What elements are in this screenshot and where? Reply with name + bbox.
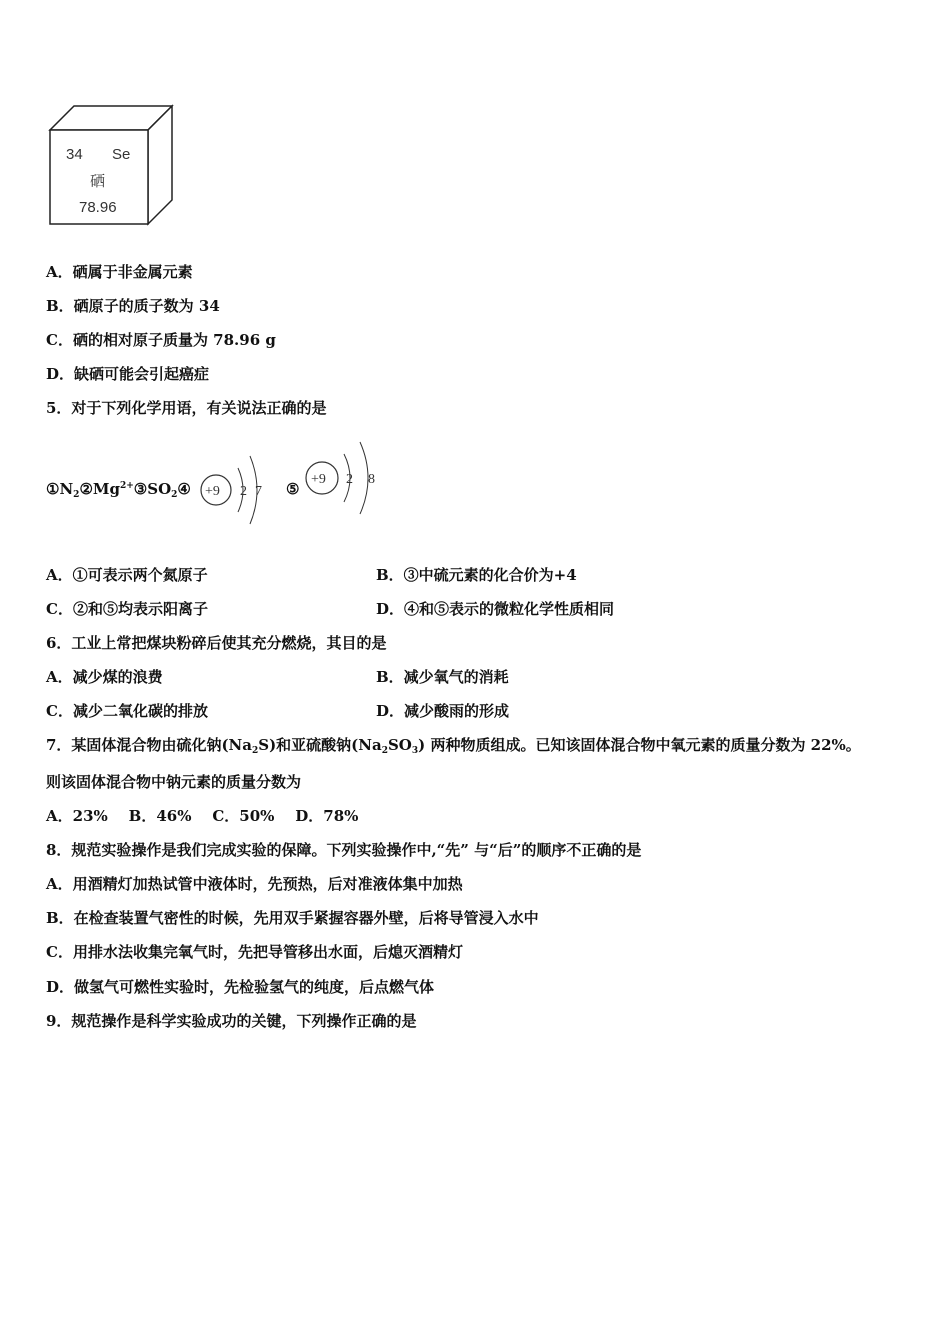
q7-stem-line2: 则该固体混合物中钠元素的质量分数为 (46, 773, 302, 791)
element-symbol: Se (112, 146, 131, 163)
q6-stem: 6．工业上常把煤块粉碎后使其充分燃烧，其目的是 (46, 634, 387, 652)
atomic-mass: 78.96 (79, 199, 117, 216)
q5-symbol-5: ⑤ (286, 480, 300, 498)
q5-symbols-row (46, 440, 446, 540)
atom4-shell1: 2 (240, 484, 247, 499)
q4-option-d: D．缺硒可能会引起癌症 (46, 365, 210, 383)
q5-symbols: $①N_2②Mg^{2+}③SO_2④$ (46, 480, 191, 500)
atom5-shell1: 2 (346, 472, 353, 487)
q7-stem: 7．某固体混合物由硫化钠$(Na_2S)$和亚硫酸钠$(Na_2SO_3)$ 两种物质组成。已知该固体混合物中氧元素的质量分数为 22%。 (46, 736, 861, 756)
q5-option-c: C．②和⑤均表示阳离子 (46, 600, 208, 618)
q5-option-a: A．①可表示两个氮原子 (46, 566, 208, 584)
q6-option-a: A．减少煤的浪费 (46, 668, 163, 686)
element-name: 硒 (90, 172, 106, 190)
q5-option-b: B．③中硫元素的化合价为+4 (376, 566, 577, 584)
q9-stem: 9．规范操作是科学实验成功的关键，下列操作正确的是 (46, 1012, 417, 1030)
q6-option-b: B．减少氧气的消耗 (376, 668, 509, 686)
atom-structure-5 (302, 436, 392, 532)
q6-option-c: C．减少二氧化碳的排放 (46, 702, 208, 720)
q4-option-c: C．硒的相对原子质量为 78.96 g (46, 331, 276, 349)
q5-stem: 5．对于下列化学用语，有关说法正确的是 (46, 399, 327, 417)
q7-options: A．23% B．46% C．50% D．78% (46, 807, 359, 825)
q8-stem: 8．规范实验操作是我们完成实验的保障。下列实验操作中,“先” 与“后”的顺序不正确的是 (46, 841, 642, 859)
atomic-number: 34 (66, 146, 83, 163)
q4-option-b: B．硒原子的质子数为 34 (46, 297, 220, 315)
q8-option-b: B．在检查装置气密性的时候，先用双手紧握容器外壁，后将导管浸入水中 (46, 909, 539, 927)
q8-option-a: A．用酒精灯加热试管中液体时，先预热，后对准液体集中加热 (46, 875, 463, 893)
q5-option-d: D．④和⑤表示的微粒化学性质相同 (376, 600, 615, 618)
element-card (46, 102, 176, 227)
q6-option-d: D．减少酸雨的形成 (376, 702, 510, 720)
q8-option-d: D．做氢气可燃性实验时，先检验氢气的纯度，后点燃气体 (46, 978, 435, 996)
atom-structure-4 (198, 442, 278, 538)
atom5-nucleus: +9 (311, 472, 326, 487)
atom5-shell2: 8 (368, 472, 375, 487)
q8-option-c: C．用排水法收集完氧气时，先把导管移出水面，后熄灭酒精灯 (46, 943, 463, 961)
atom4-nucleus: +9 (205, 484, 220, 499)
atom4-shell2: 7 (255, 484, 262, 499)
q4-option-a: A．硒属于非金属元素 (46, 263, 193, 281)
